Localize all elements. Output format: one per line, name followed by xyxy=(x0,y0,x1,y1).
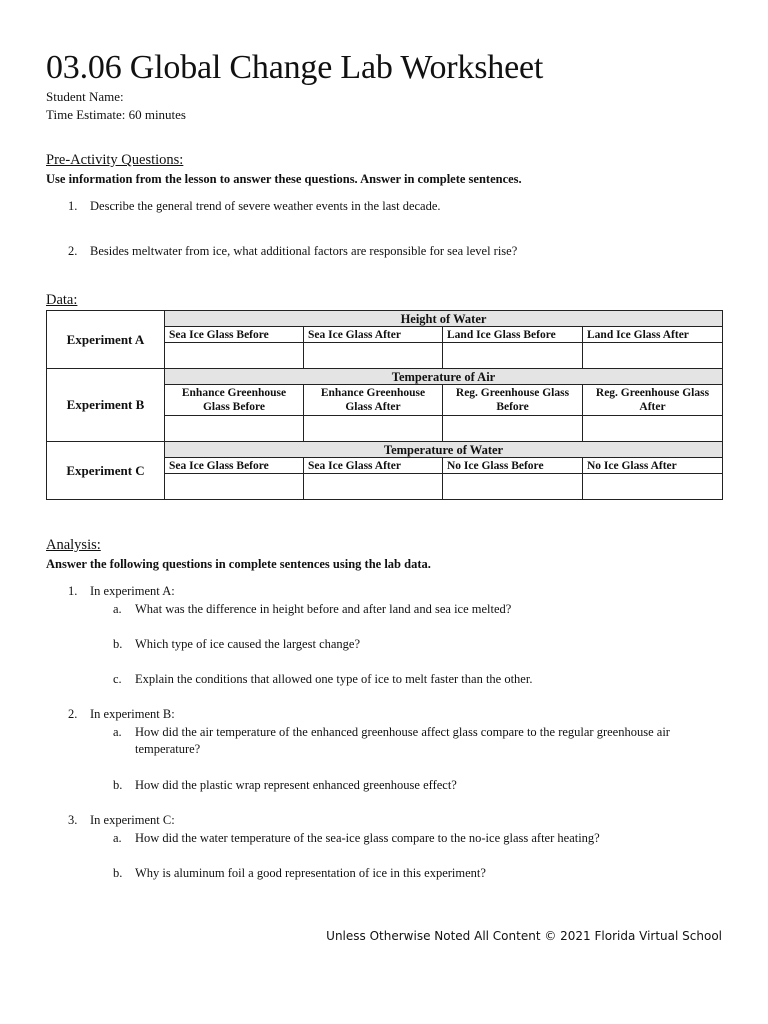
data-heading: Data: xyxy=(46,292,78,308)
subquestion-letter: a. xyxy=(113,725,122,739)
column-header: No Ice Glass After xyxy=(583,458,723,474)
data-entry-cell[interactable] xyxy=(443,416,583,442)
subquestion-text: Explain the conditions that allowed one type of ice to melt faster than the other. xyxy=(135,672,533,686)
column-header: Sea Ice Glass After xyxy=(304,327,443,343)
column-header: Enhance Greenhouse Glass After xyxy=(304,385,443,416)
time-estimate: Time Estimate: 60 minutes xyxy=(46,107,186,122)
question-number: 3. xyxy=(68,813,78,827)
column-header: Reg. Greenhouse Glass Before xyxy=(443,385,583,416)
data-entry-cell[interactable] xyxy=(165,343,304,369)
column-header: No Ice Glass Before xyxy=(443,458,583,474)
subquestion-text: Why is aluminum foil a good representation of ice in this experiment? xyxy=(135,866,486,880)
data-entry-cell[interactable] xyxy=(165,474,304,500)
question-text: In experiment C: xyxy=(90,813,175,827)
column-header: Reg. Greenhouse Glass After xyxy=(583,385,723,416)
question-text: In experiment B: xyxy=(90,707,175,721)
data-entry-cell[interactable] xyxy=(165,416,304,442)
subquestion-text: Which type of ice caused the largest change? xyxy=(135,637,361,651)
analysis-question-2a xyxy=(113,724,718,760)
data-entry-cell[interactable] xyxy=(583,474,723,500)
subquestion-text: How did the air temperature of the enhanced greenhouse affect glass compare to the regular greenhouse air temperature? xyxy=(135,725,670,756)
experiment-c-band: Temperature of Water xyxy=(165,442,723,458)
column-header: Land Ice Glass Before xyxy=(443,327,583,343)
data-entry-cell[interactable] xyxy=(304,474,443,500)
subquestion-letter: b. xyxy=(113,778,123,792)
copyright-footer: Unless Otherwise Noted All Content © 2021 Florida Virtual School xyxy=(326,929,722,943)
experiment-a-band: Height of Water xyxy=(165,311,723,327)
data-entry-cell[interactable] xyxy=(443,343,583,369)
data-entry-cell[interactable] xyxy=(304,416,443,442)
column-header: Sea Ice Glass Before xyxy=(165,327,304,343)
analysis-instruction: Answer the following questions in complete sentences using the lab data. xyxy=(46,557,431,571)
analysis-heading: Analysis: xyxy=(46,537,101,553)
pre-activity-heading: Pre-Activity Questions: xyxy=(46,152,184,168)
column-header: Sea Ice Glass Before xyxy=(165,458,304,474)
page-title: 03.06 Global Change Lab Worksheet xyxy=(46,49,544,86)
subquestion-letter: a. xyxy=(113,602,122,616)
column-header: Sea Ice Glass After xyxy=(304,458,443,474)
question-text: Describe the general trend of severe weather events in the last decade. xyxy=(90,199,441,213)
data-table xyxy=(46,310,723,500)
question-number: 2. xyxy=(68,707,78,721)
experiment-b-label: Experiment B xyxy=(47,369,165,442)
experiment-c-label: Experiment C xyxy=(47,442,165,500)
question-number: 1. xyxy=(68,584,78,598)
subquestion-letter: b. xyxy=(113,637,123,651)
data-entry-cell[interactable] xyxy=(583,416,723,442)
subquestion-letter: a. xyxy=(113,831,122,845)
question-number: 1. xyxy=(68,199,78,213)
subquestion-letter: c. xyxy=(113,672,122,686)
question-number: 2. xyxy=(68,244,78,258)
column-header: Land Ice Glass After xyxy=(583,327,723,343)
pre-activity-instruction: Use information from the lesson to answer these questions. Answer in complete sentences. xyxy=(46,172,522,186)
student-name-label: Student Name: xyxy=(46,89,124,104)
experiment-a-label: Experiment A xyxy=(47,311,165,369)
subquestion-letter: b. xyxy=(113,866,123,880)
subquestion-text: What was the difference in height before and after land and sea ice melted? xyxy=(135,602,512,616)
data-entry-cell[interactable] xyxy=(304,343,443,369)
experiment-b-band: Temperature of Air xyxy=(165,369,723,385)
question-text: In experiment A: xyxy=(90,584,175,598)
subquestion-text: How did the water temperature of the sea-ice glass compare to the no-ice glass after heating? xyxy=(135,831,600,845)
data-entry-cell[interactable] xyxy=(583,343,723,369)
subquestion-text: How did the plastic wrap represent enhanced greenhouse effect? xyxy=(135,778,457,792)
data-entry-cell[interactable] xyxy=(443,474,583,500)
column-header: Enhance Greenhouse Glass Before xyxy=(165,385,304,416)
question-text: Besides meltwater from ice, what additional factors are responsible for sea level rise? xyxy=(90,244,518,258)
